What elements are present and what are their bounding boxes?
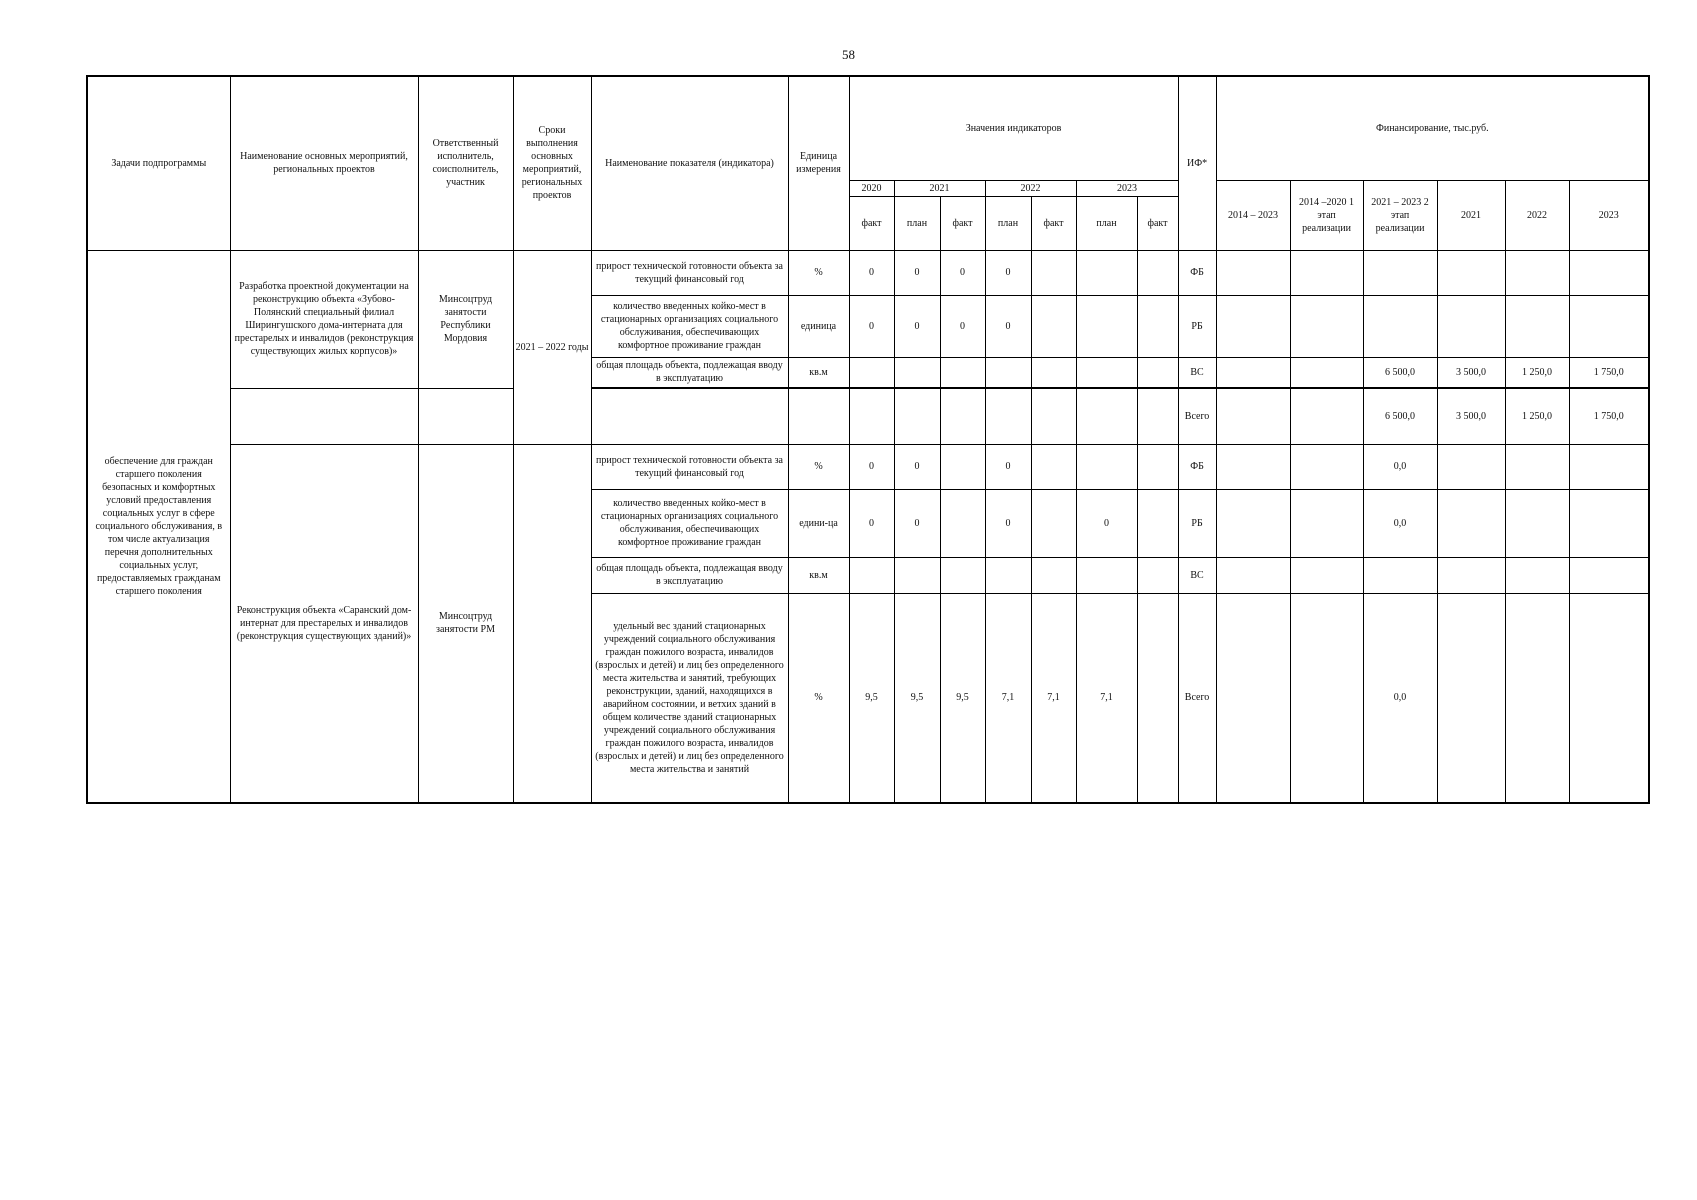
- indicator-cell: количество введенных койко-мест в стационарных организациях социального обслуживания, обеспечивающих комфортное проживание граждан: [591, 489, 788, 557]
- value-cell: 9,5: [849, 593, 894, 803]
- fin-cell: [1216, 357, 1290, 388]
- value-cell: [1031, 444, 1076, 489]
- value-cell: 7,1: [1031, 593, 1076, 803]
- fin-cell: [1505, 489, 1569, 557]
- fin-cell: 0,0: [1363, 489, 1437, 557]
- value-cell: 0: [985, 250, 1031, 295]
- value-cell: [849, 557, 894, 593]
- fin-cell: [1290, 250, 1363, 295]
- indicator-cell: прирост технической готовности объекта за текущий финансовый год: [591, 250, 788, 295]
- value-cell: [940, 489, 985, 557]
- table-row: [87, 250, 1649, 295]
- fin-cell: 1 750,0: [1569, 357, 1649, 388]
- year-2020: 2020: [849, 180, 894, 196]
- fin-cell: [1437, 593, 1505, 803]
- fin-cell: [1569, 593, 1649, 803]
- fin-cell: [1290, 489, 1363, 557]
- fin-cell: [1290, 444, 1363, 489]
- fin-cell: 0,0: [1363, 593, 1437, 803]
- table-row: [87, 388, 1649, 444]
- responsible-cell-empty: [418, 388, 513, 444]
- sub-header: план: [1076, 196, 1137, 250]
- sub-header: факт: [1137, 196, 1178, 250]
- fin-col-total: 2014 – 2023: [1216, 180, 1290, 250]
- responsible-cell: Минсоцтруд занятости Республики Мордовия: [418, 250, 513, 388]
- value-cell: [1031, 388, 1076, 444]
- fin-cell: [1505, 593, 1569, 803]
- value-cell: 0: [894, 489, 940, 557]
- value-cell: [1031, 295, 1076, 357]
- fin-cell: [1505, 444, 1569, 489]
- fin-cell: [1216, 295, 1290, 357]
- program-table: [86, 75, 1650, 804]
- header-responsible: Ответственный исполнитель, соисполнитель, участник: [418, 76, 513, 250]
- header-indicator-values: Значения индикаторов: [849, 76, 1178, 180]
- value-cell: [1076, 557, 1137, 593]
- value-cell: [1076, 295, 1137, 357]
- value-cell: [1031, 250, 1076, 295]
- value-cell: [940, 388, 985, 444]
- fin-cell: [1363, 557, 1437, 593]
- value-cell: [1137, 444, 1178, 489]
- unit-cell: %: [788, 593, 849, 803]
- value-cell: [1137, 295, 1178, 357]
- value-cell: 0: [849, 489, 894, 557]
- value-cell: [1076, 444, 1137, 489]
- fin-cell: [1505, 250, 1569, 295]
- fin-cell: [1290, 388, 1363, 444]
- value-cell: [1031, 489, 1076, 557]
- fin-cell: [1437, 444, 1505, 489]
- fin-cell: 3 500,0: [1437, 388, 1505, 444]
- source-cell: Всего: [1178, 593, 1216, 803]
- fin-cell: [1437, 489, 1505, 557]
- value-cell: 0: [894, 250, 940, 295]
- fin-cell: 6 500,0: [1363, 388, 1437, 444]
- value-cell: 0: [849, 295, 894, 357]
- source-cell: ФБ: [1178, 444, 1216, 489]
- value-cell: [1137, 250, 1178, 295]
- value-cell: [1137, 489, 1178, 557]
- value-cell: [985, 557, 1031, 593]
- fin-cell: [1363, 295, 1437, 357]
- fin-cell: [1569, 489, 1649, 557]
- header-financing: Финансирование, тыс.руб.: [1216, 76, 1649, 180]
- value-cell: [1137, 357, 1178, 388]
- value-cell: 7,1: [1076, 593, 1137, 803]
- indicator-cell: количество введенных койко-мест в стационарных организациях социального обслуживания, обеспечивающих комфортное проживание граждан: [591, 295, 788, 357]
- fin-cell: [1569, 250, 1649, 295]
- value-cell: [894, 357, 940, 388]
- fin-cell: [1216, 444, 1290, 489]
- fin-cell: [1290, 357, 1363, 388]
- fin-cell: [1505, 295, 1569, 357]
- fin-cell: [1363, 250, 1437, 295]
- indicator-cell: общая площадь объекта, подлежащая вводу в эксплуатацию: [591, 357, 788, 388]
- measure-cell: Реконструкция объекта «Саранский дом-интернат для престарелых и инвалидов (реконструкция существующих зданий)»: [230, 444, 418, 803]
- fin-cell: [1505, 557, 1569, 593]
- value-cell: 7,1: [985, 593, 1031, 803]
- unit-cell: [788, 388, 849, 444]
- year-2021: 2021: [894, 180, 985, 196]
- fin-cell: [1569, 444, 1649, 489]
- fin-cell: [1216, 593, 1290, 803]
- fin-cell: 1 750,0: [1569, 388, 1649, 444]
- value-cell: [849, 388, 894, 444]
- value-cell: [940, 557, 985, 593]
- value-cell: [940, 357, 985, 388]
- fin-cell: [1569, 295, 1649, 357]
- unit-cell: %: [788, 250, 849, 295]
- header-deadlines: Сроки выполнения основных мероприятий, региональных проектов: [513, 76, 591, 250]
- unit-cell: кв.м: [788, 557, 849, 593]
- value-cell: [940, 444, 985, 489]
- year-2022: 2022: [985, 180, 1076, 196]
- value-cell: 0: [940, 295, 985, 357]
- source-cell: ВС: [1178, 357, 1216, 388]
- indicator-cell: [591, 388, 788, 444]
- value-cell: [894, 388, 940, 444]
- fin-col-stage1: 2014 –2020 1 этап реализации: [1290, 180, 1363, 250]
- value-cell: [1076, 388, 1137, 444]
- source-cell: ВС: [1178, 557, 1216, 593]
- unit-cell: %: [788, 444, 849, 489]
- fin-col-2022: 2022: [1505, 180, 1569, 250]
- fin-cell: [1216, 557, 1290, 593]
- measure-cell: Разработка проектной документации на реконструкцию объекта «Зубово-Полянский специальный филиал Ширингушского дома-интерната для престарелых и инвалидов (реконструкция существующих жилых корпусов)»: [230, 250, 418, 388]
- sub-header: план: [894, 196, 940, 250]
- fin-cell: [1290, 593, 1363, 803]
- fin-cell: [1290, 295, 1363, 357]
- value-cell: 0: [985, 444, 1031, 489]
- fin-cell: 3 500,0: [1437, 357, 1505, 388]
- sub-header: факт: [1031, 196, 1076, 250]
- indicator-cell: удельный вес зданий стационарных учреждений социального обслуживания граждан пожилого возраста, инвалидов (взрослых и детей) и лиц без определенного места жительства и занятий, требующих реконструкции, зданий, находящихся в аварийном состоянии, и ветхих зданий в общем количестве зданий стационарных учреждений социального обслуживания граждан пожилого возраста, инвалидов (взрослых и детей) и лиц без определенного места жительства и занятий: [591, 593, 788, 803]
- header-unit: Единица измерения: [788, 76, 849, 250]
- value-cell: 0: [894, 444, 940, 489]
- value-cell: 0: [1076, 489, 1137, 557]
- page-number: 58: [842, 47, 855, 62]
- value-cell: 9,5: [940, 593, 985, 803]
- fin-cell: [1216, 250, 1290, 295]
- fin-cell: [1437, 250, 1505, 295]
- value-cell: [985, 388, 1031, 444]
- fin-cell: [1437, 295, 1505, 357]
- header-indicator: Наименование показателя (индикатора): [591, 76, 788, 250]
- fin-cell: [1216, 489, 1290, 557]
- responsible-cell: Минсоцтруд занятости РМ: [418, 444, 513, 803]
- value-cell: 0: [985, 295, 1031, 357]
- task-cell: обеспечение для граждан старшего поколения безопасных и комфортных условий предоставления социальных услуг в сфере социального обслуживания, в том числе актуализация перечня дополнительных социальных услуг, предоставляемых гражданам старшего поколения: [87, 250, 230, 803]
- source-cell: ФБ: [1178, 250, 1216, 295]
- source-cell: РБ: [1178, 295, 1216, 357]
- fin-cell: [1290, 557, 1363, 593]
- source-cell: РБ: [1178, 489, 1216, 557]
- value-cell: [1137, 557, 1178, 593]
- value-cell: [894, 557, 940, 593]
- value-cell: [1076, 357, 1137, 388]
- unit-cell: кв.м: [788, 357, 849, 388]
- table-row: [87, 444, 1649, 489]
- value-cell: 0: [985, 489, 1031, 557]
- value-cell: [1076, 250, 1137, 295]
- value-cell: 0: [849, 250, 894, 295]
- fin-cell: [1569, 557, 1649, 593]
- deadline-cell: [513, 444, 591, 803]
- measure-cell-empty: [230, 388, 418, 444]
- value-cell: [985, 357, 1031, 388]
- value-cell: 0: [940, 250, 985, 295]
- fin-cell: 1 250,0: [1505, 357, 1569, 388]
- value-cell: 0: [849, 444, 894, 489]
- value-cell: 9,5: [894, 593, 940, 803]
- fin-cell: [1437, 557, 1505, 593]
- unit-cell: едини-ца: [788, 489, 849, 557]
- fin-cell: 0,0: [1363, 444, 1437, 489]
- sub-header: факт: [940, 196, 985, 250]
- value-cell: [849, 357, 894, 388]
- value-cell: [1031, 357, 1076, 388]
- year-2023: 2023: [1076, 180, 1178, 196]
- header-source: ИФ*: [1178, 76, 1216, 250]
- header-measures: Наименование основных мероприятий, региональных проектов: [230, 76, 418, 250]
- header-tasks: Задачи подпрограммы: [87, 76, 230, 250]
- source-cell: Всего: [1178, 388, 1216, 444]
- sub-header: план: [985, 196, 1031, 250]
- fin-cell: [1216, 388, 1290, 444]
- indicator-cell: общая площадь объекта, подлежащая вводу в эксплуатацию: [591, 557, 788, 593]
- value-cell: 0: [894, 295, 940, 357]
- sub-header: факт: [849, 196, 894, 250]
- fin-col-2021: 2021: [1437, 180, 1505, 250]
- value-cell: [1137, 593, 1178, 803]
- unit-cell: единица: [788, 295, 849, 357]
- value-cell: [1031, 557, 1076, 593]
- deadline-cell: 2021 – 2022 годы: [513, 250, 591, 444]
- fin-cell: 6 500,0: [1363, 357, 1437, 388]
- indicator-cell: прирост технической готовности объекта за текущий финансовый год: [591, 444, 788, 489]
- fin-col-stage2: 2021 – 2023 2 этап реализации: [1363, 180, 1437, 250]
- fin-cell: 1 250,0: [1505, 388, 1569, 444]
- value-cell: [1137, 388, 1178, 444]
- fin-col-2023: 2023: [1569, 180, 1649, 250]
